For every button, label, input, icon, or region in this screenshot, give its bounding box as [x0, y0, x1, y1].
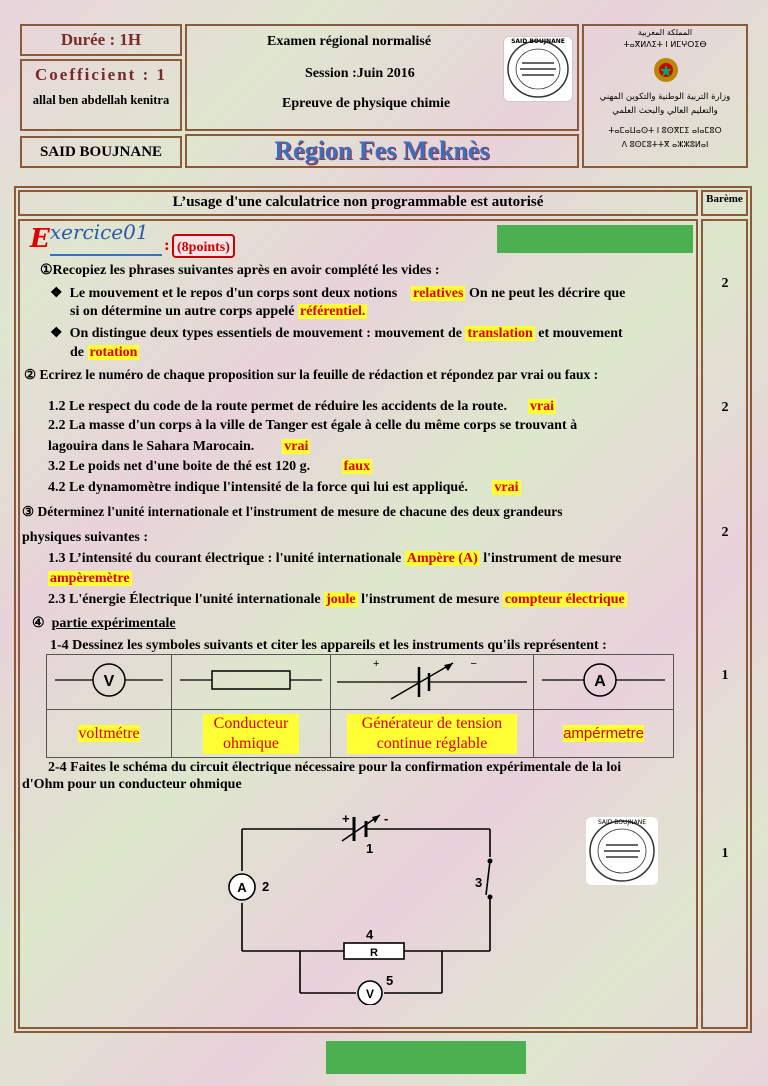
exercise-underline	[50, 254, 162, 256]
bareme-label: Barème	[706, 193, 743, 205]
q3-line1b	[48, 571, 132, 587]
q4-bareme2: 1	[721, 846, 729, 861]
q1-b2-text: On distingue deux types essentiels de mouvement : mouvement de	[69, 326, 462, 341]
coefficient-box	[20, 59, 182, 131]
q2-bareme: 2	[721, 400, 729, 415]
q2-p3-answer: faux	[343, 459, 371, 474]
exercise-title-E: E	[30, 224, 50, 254]
diamond-bullet-icon: ❖	[50, 326, 63, 341]
stamp-graphic-2	[586, 817, 658, 885]
q3-l1-answer1: Ampère (A)	[406, 551, 478, 566]
exercise-colon: :	[164, 236, 170, 254]
ministry-line-3: وزارة التربية الوطنية والتكوين المهني	[599, 92, 731, 102]
q4-sub1: 1-4 Dessinez les symboles suivants et citer les appareils et les instruments qu'ils représentent :	[50, 638, 607, 653]
q1-b2-answer1: translation	[467, 326, 533, 341]
q3-l2-text2: l'instrument de mesure	[361, 592, 500, 607]
q2-p2b-text: lagouira dans le Sahara Marocain.	[48, 439, 255, 454]
circuit-resistor-letter: R	[370, 947, 378, 959]
q3-line2	[48, 592, 627, 608]
q3-l1-text2: l'instrument de mesure	[483, 551, 622, 566]
symbol-cell-ammeter	[534, 655, 674, 710]
exercise-title-rest: xercice01	[49, 220, 149, 244]
q1-b1-answer2: référentiel.	[300, 304, 366, 319]
ministry-line-2: ⵜⴰⴳⵍⴷⵉⵜ ⵏ ⵍⵎⵖⵔⵉⴱ	[623, 40, 707, 49]
ministry-emblem-icon	[648, 52, 684, 88]
exam-epreuve: Epreuve de physique chimie	[282, 96, 451, 111]
q4-heading-num: ④	[32, 616, 45, 631]
answer-generator: Générateur de tension continue réglable	[347, 714, 517, 754]
q1-bullet2-line2	[70, 345, 139, 361]
q1-b1-answer1: relatives	[413, 286, 464, 301]
q3-heading1: ③ Déterminez l'unité internationale et l'instrument de mesure de chacune des deux grandeurs	[22, 504, 563, 519]
stamp-graphic	[504, 37, 572, 101]
diamond-bullet-icon: ❖	[50, 286, 63, 301]
stamp-text: SAID BOUJNANE	[511, 38, 565, 45]
circuit-label-1: 1	[366, 841, 374, 856]
circuit-label-5: 5	[386, 973, 394, 988]
resistor-symbol-icon	[172, 655, 330, 705]
generator-plus-minus: + −	[373, 658, 521, 670]
circuit-minus: -	[384, 811, 389, 826]
q4-heading	[32, 615, 176, 632]
circuit-label-4: 4	[366, 927, 374, 942]
exam-info-box	[185, 24, 579, 131]
voltmeter-symbol-icon	[47, 655, 171, 705]
q2-p4-text: 4.2 Le dynamomètre indique l'intensité de la force qui lui est appliqué.	[48, 480, 468, 495]
school-text: allal ben abdellah kenitra	[32, 93, 170, 107]
exercise-title	[30, 220, 149, 254]
symbol-cell-generator	[331, 655, 534, 710]
q1-b2-answer2: rotation	[89, 345, 138, 360]
teacher-stamp-2	[586, 817, 658, 885]
q1-heading: ①Recopiez les phrases suivantes après en avoir complété les vides :	[40, 263, 440, 278]
green-bar-bottom	[326, 1041, 526, 1074]
q4-sub2b: d'Ohm pour un conducteur ohmique	[22, 777, 242, 792]
q2-p2a: 2.2 La masse d'un corps à la ville de Tanger est égale à celle du même corps se trouvant à	[48, 418, 578, 433]
stamp-text-2: SAID BOUJNANE	[597, 819, 647, 826]
q1-b1-text: Le mouvement et le repos d'un corps sont deux notions	[69, 286, 398, 301]
ministry-line-4: والتعليم العالي والبحث العلمي	[612, 106, 718, 116]
q3-line1	[48, 551, 621, 567]
answer-resistor: Conducteur ohmique	[203, 714, 299, 754]
q1-b1-text2: On ne peut les décrire que	[468, 286, 626, 301]
bareme-column	[701, 219, 748, 1029]
q3-heading2: physiques suivantes :	[22, 530, 149, 545]
q3-l2-answer1: joule	[326, 592, 356, 607]
ministry-line-6: ⴷ ⵓⵙⵎⵓⵜⵜⴳ ⴰⵣⵣⵓⵍⴰⵏ	[621, 140, 709, 149]
q1-bullet1-line1	[50, 285, 625, 302]
ammeter-symbol-icon	[534, 655, 673, 705]
voltmeter-letter: V	[103, 673, 115, 690]
circuit-plus: +	[342, 811, 350, 826]
q2-p4-answer: vrai	[494, 480, 519, 495]
teacher-stamp	[503, 36, 573, 102]
q2-p3-text: 3.2 Le poids net d'une boite de thé est 120 g.	[48, 459, 311, 474]
q1-b1-text3: si on détermine un autre corps appelé	[70, 304, 295, 319]
ministry-line-1: المملكة المغربية	[637, 28, 693, 37]
answer-cell-ammeter	[534, 710, 674, 758]
symbols-table	[46, 654, 674, 758]
points-text: (8points)	[177, 240, 230, 255]
variable-generator-symbol-icon	[331, 655, 533, 705]
q3-l1-answer2: ampèremètre	[50, 571, 130, 586]
circuit-label-2: 2	[262, 879, 270, 894]
q2-p1-text: 1.2 Le respect du code de la route permet de réduire les accidents de la route.	[48, 399, 507, 414]
teacher-box	[20, 136, 182, 168]
ammeter-letter: A	[594, 673, 606, 690]
answer-cell-voltmeter	[47, 710, 172, 758]
q4-bareme1: 1	[721, 668, 729, 683]
region-title: Région Fes Meknès	[274, 136, 490, 165]
ministry-line-5: ⵜⴰⵎⴰⵡⴰⵙⵜ ⵏ ⵓⵙⴳⵎⵉ ⴰⵏⴰⵎⵓⵔ	[608, 126, 722, 135]
q2-p1	[48, 399, 556, 415]
region-box	[185, 134, 579, 168]
symbol-cell-resistor	[172, 655, 331, 710]
points-badge	[172, 234, 235, 258]
q2-p2-answer: vrai	[284, 439, 309, 454]
answer-cell-generator	[331, 710, 534, 758]
answer-ammeter: ampérmetre	[563, 724, 644, 742]
ministry-box	[582, 24, 748, 168]
q2-p4	[48, 480, 521, 496]
q1-b2-text3: de	[70, 345, 84, 360]
teacher-name: SAID BOUJNANE	[39, 144, 163, 160]
duree-text: Durée : 1H	[60, 30, 142, 49]
q2-p3	[48, 459, 372, 475]
q3-l2-answer2: compteur électrique	[504, 592, 625, 607]
q1-bareme: 2	[721, 276, 729, 291]
q3-l1-text: 1.3 L’intensité du courant électrique : l'unité internationale	[48, 551, 402, 566]
calc-note: L’usage d'une calculatrice non programmable est autorisé	[172, 194, 544, 210]
q2-heading: ② Ecrirez le numéro de chaque proposition sur la feuille de rédaction et répondez par vrai ou faux :	[24, 367, 599, 382]
symbol-cell-voltmeter	[47, 655, 172, 710]
q1-bullet2-line1	[50, 325, 623, 342]
q3-bareme: 2	[721, 525, 729, 540]
duree-box	[20, 24, 182, 56]
green-bar-top	[497, 225, 693, 253]
answer-voltmeter: voltmétre	[78, 724, 140, 742]
q2-p2b	[48, 439, 310, 455]
q2-p1-answer: vrai	[529, 399, 555, 414]
q4-heading-text: partie expérimentale	[51, 616, 176, 631]
coefficient-text: Coefficient : 1	[35, 65, 167, 84]
q4-sub2a: 2-4 Faites le schéma du circuit électrique nécessaire pour la confirmation expérimentale de la loi	[48, 760, 622, 775]
exam-session: Session :Juin 2016	[305, 66, 415, 81]
circuit-diagram	[220, 805, 510, 1005]
circuit-ammeter-letter: A	[237, 880, 247, 895]
circuit-label-3: 3	[475, 875, 483, 890]
q1-bullet1-line2	[70, 304, 367, 320]
q1-b2-text2: et mouvement	[538, 326, 623, 341]
exam-title: Examen régional normalisé	[267, 34, 432, 49]
q3-l2-text: 2.3 L'énergie Électrique l'unité internationale	[48, 592, 321, 607]
answer-cell-resistor	[172, 710, 331, 758]
circuit-voltmeter-letter: V	[365, 987, 375, 1001]
